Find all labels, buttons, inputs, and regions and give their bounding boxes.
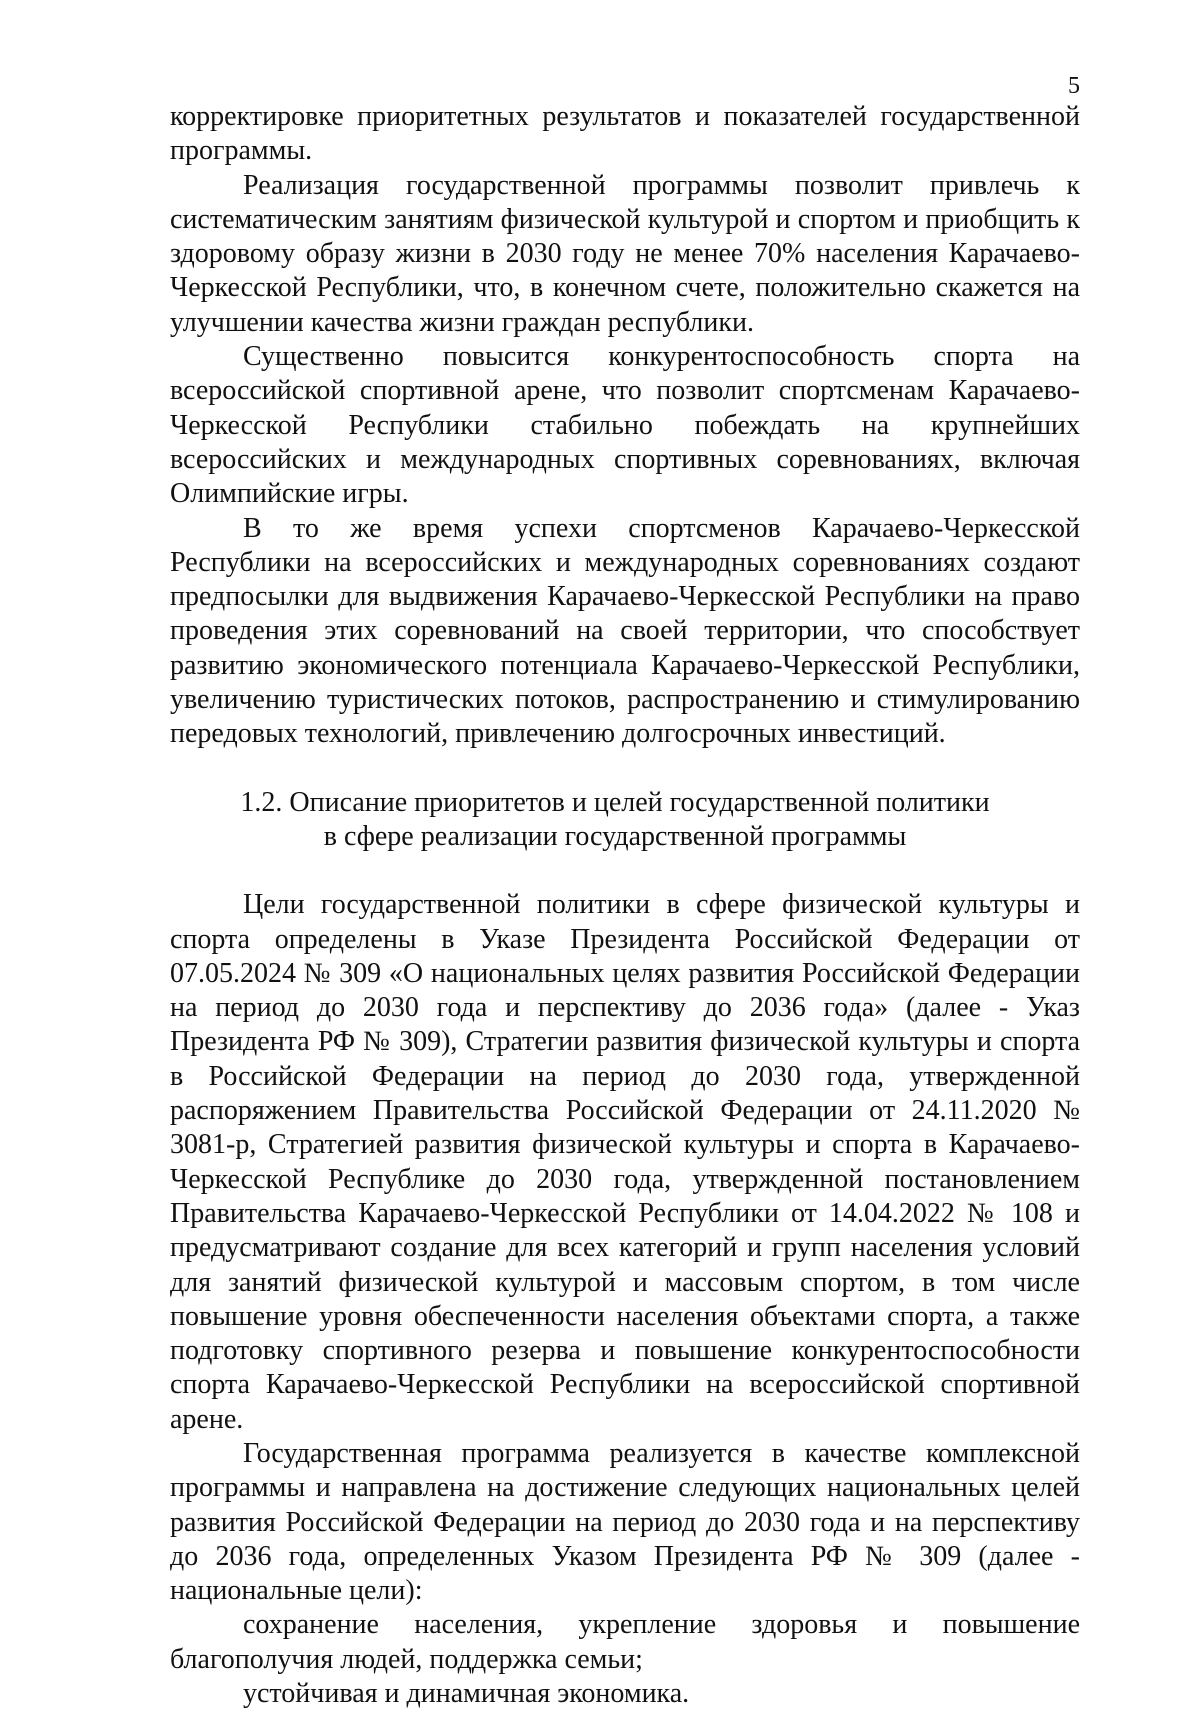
paragraph-continuation: корректировке приоритетных результатов и показателей государственной программы. [170, 101, 1080, 167]
section-heading [170, 786, 1080, 855]
document-body [170, 100, 1080, 1711]
section-heading-line-2: в сфере реализации государственной программы [323, 820, 907, 852]
list-item-economy: устойчивая и динамичная экономика. [243, 1678, 690, 1710]
paragraph-national-goals: Государственная программа реализуется в качестве комплексной программы и направлена на достижение следующих национальных целей развития Российской Федерации на период до 2030 года и на перспективу до 2036 года, определенных Указом Президента РФ № 309 (далее - национальные цели): [170, 1437, 1080, 1607]
list-item-population: сохранение населения, укрепление здоровья и повышение благополучия людей, поддержка семьи; [170, 1609, 1080, 1675]
paragraph-competitiveness: Существенно повысится конкурентоспособность спорта на всероссийской спортивной арене, что позволит спортсменам Карачаево-Черкесской Республики стабильно побеждать на крупнейших всероссийских и международных спортивных соревнованиях, включая Олимпийские игры. [170, 341, 1080, 510]
page-number: 5 [1068, 73, 1080, 99]
paragraph-program-implementation: Реализация государственной программы позволит привлечь к систематическим занятиям физической культурой и спортом и приобщить к здоровому образу жизни в 2030 году не менее 70% населения Карачаево-Черкесской Республики, что, в конечном счете, положительно скажется на улучшении качества жизни граждан республики. [170, 169, 1080, 338]
paragraph-policy-goals: Цели государственной политики в сфере физической культуры и спорта определены в Указе Президента Российской Федерации от 07.05.2024 № 309 «О национальных целях развития Российской Федерации на период до 2030 года и перспективу до 2036 года» (далее - Указ Президента РФ № 309), Стратегии развития физической культуры и спорта в Российской Федерации на период до 2030 года, утвержденной распоряжением Правительства Российской Федерации от 24.11.2020 № 3081-р, Стратегией развития физической культуры и спорта в Карачаево-Черкесской Республике до 2030 года, утвержденной постановлением Правительства Карачаево-Черкесской Республики от 14.04.2022 № 108 и предусматривают создание для всех категорий и групп населения условий для занятий физической культурой и массовым спортом, в том числе повышение уровня обеспеченности населения объектами спорта, а также подготовку спортивного резерва и повышение конкурентоспособности спорта Карачаево-Черкесской Республики на всероссийской спортивной арене. [170, 889, 1080, 1435]
paragraph-athlete-success: В то же время успехи спортсменов Карачаево-Черкесской Республики на всероссийских и международных соревнованиях создают предпосылки для выдвижения Карачаево-Черкесской Республики на право проведения этих соревнований на своей территории, что способствует развитию экономического потенциала Карачаево-Черкесской Республики, увеличению туристических потоков, распространению и стимулированию передовых технологий, привлечению долгосрочных инвестиций. [170, 512, 1080, 750]
section-heading-line-1: 1.2. Описание приоритетов и целей государственной политики [240, 786, 990, 818]
